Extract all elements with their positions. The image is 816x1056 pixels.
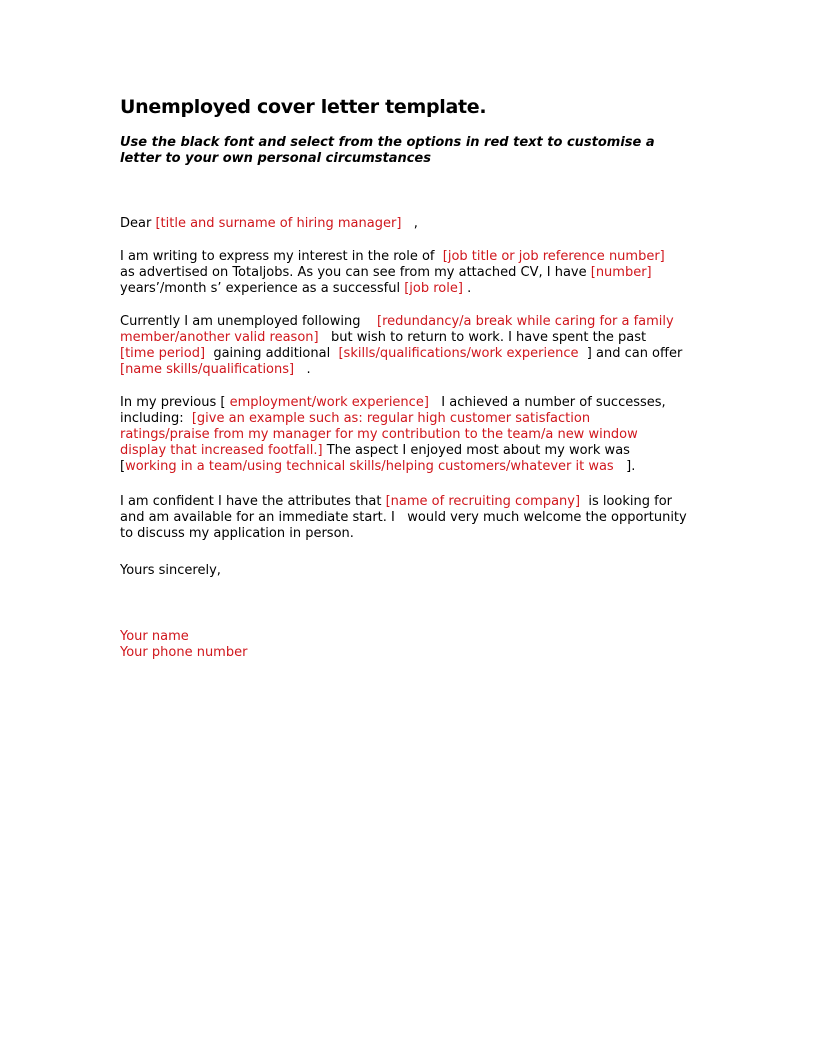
p3-text: ]. xyxy=(613,459,636,474)
p1-text: years’/month s’ experience as a successful xyxy=(120,281,405,296)
skills-qualifications-placeholder: [name skills/qualifications] xyxy=(120,362,295,377)
p1-text: I am writing to express my interest in the role of xyxy=(120,249,443,264)
p3-text: In my previous [ xyxy=(120,395,230,410)
p4-text: I am confident I have the attributes that xyxy=(120,494,386,509)
job-role-placeholder: [job role] xyxy=(404,281,463,296)
hiring-manager-placeholder: [title and surname of hiring manager] xyxy=(155,216,402,231)
p2-text: but wish to return to work. I have spent the past xyxy=(318,330,647,345)
p3-text: including: xyxy=(120,411,192,426)
name-placeholder: Your name xyxy=(120,629,189,644)
closing xyxy=(120,563,720,579)
paragraph-confidence xyxy=(120,494,720,542)
p2-text: Currently I am unemployed following xyxy=(120,314,377,329)
signature-block xyxy=(120,629,720,661)
p1-text: as advertised on Totaljobs. As you can see from my attached CV, I have xyxy=(120,265,591,280)
p1-text: . xyxy=(462,281,472,296)
salutation-prefix: Dear xyxy=(120,216,156,231)
employment-placeholder: employment/work experience] xyxy=(229,395,429,410)
paragraph-unemployment xyxy=(120,314,720,378)
phone-placeholder: Your phone number xyxy=(120,645,248,660)
p2-text: gaining additional xyxy=(205,346,339,361)
example-placeholder: ratings/praise from my manager for my contribution to the team/a new window xyxy=(120,427,638,442)
example-placeholder: [give an example such as: regular high customer satisfaction xyxy=(191,411,591,426)
closing-text: Yours sincerely, xyxy=(120,563,221,578)
salutation-suffix: , xyxy=(401,216,418,231)
p3-text: I achieved a number of successes, xyxy=(428,395,666,410)
p4-text: is looking for xyxy=(580,494,673,509)
time-period-placeholder: [time period] xyxy=(120,346,206,361)
reason-placeholder: member/another valid reason] xyxy=(120,330,319,345)
enjoyed-aspect-placeholder: working in a team/using technical skills/helping customers/whatever it was xyxy=(125,459,614,474)
example-placeholder: display that increased footfall.] xyxy=(120,443,323,458)
reason-placeholder: [redundancy/a break while caring for a family xyxy=(377,314,674,329)
instructions-line-2: letter to your own personal circumstances xyxy=(120,151,431,166)
number-placeholder: [number] xyxy=(590,265,652,280)
job-title-placeholder: [job title or job reference number] xyxy=(442,249,665,264)
page-title: Unemployed cover letter template. xyxy=(120,96,487,118)
p2-text: . xyxy=(294,362,311,377)
p2-text: ] and can offer xyxy=(578,346,683,361)
instructions xyxy=(120,135,680,167)
skills-placeholder: [skills/qualifications/work experience xyxy=(338,346,579,361)
p3-text: [ xyxy=(120,459,126,474)
p3-text: The aspect I enjoyed most about my work was xyxy=(322,443,630,458)
instructions-line-1: Use the black font and select from the options in red text to customise a xyxy=(120,135,655,150)
paragraph-previous-experience xyxy=(120,395,720,475)
paragraph-interest xyxy=(120,249,720,297)
p4-text: to discuss my application in person. xyxy=(120,526,354,541)
company-placeholder: [name of recruiting company] xyxy=(385,494,581,509)
p4-text: and am available for an immediate start. I would very much welcome the opportunity xyxy=(120,510,687,525)
salutation xyxy=(120,216,720,232)
